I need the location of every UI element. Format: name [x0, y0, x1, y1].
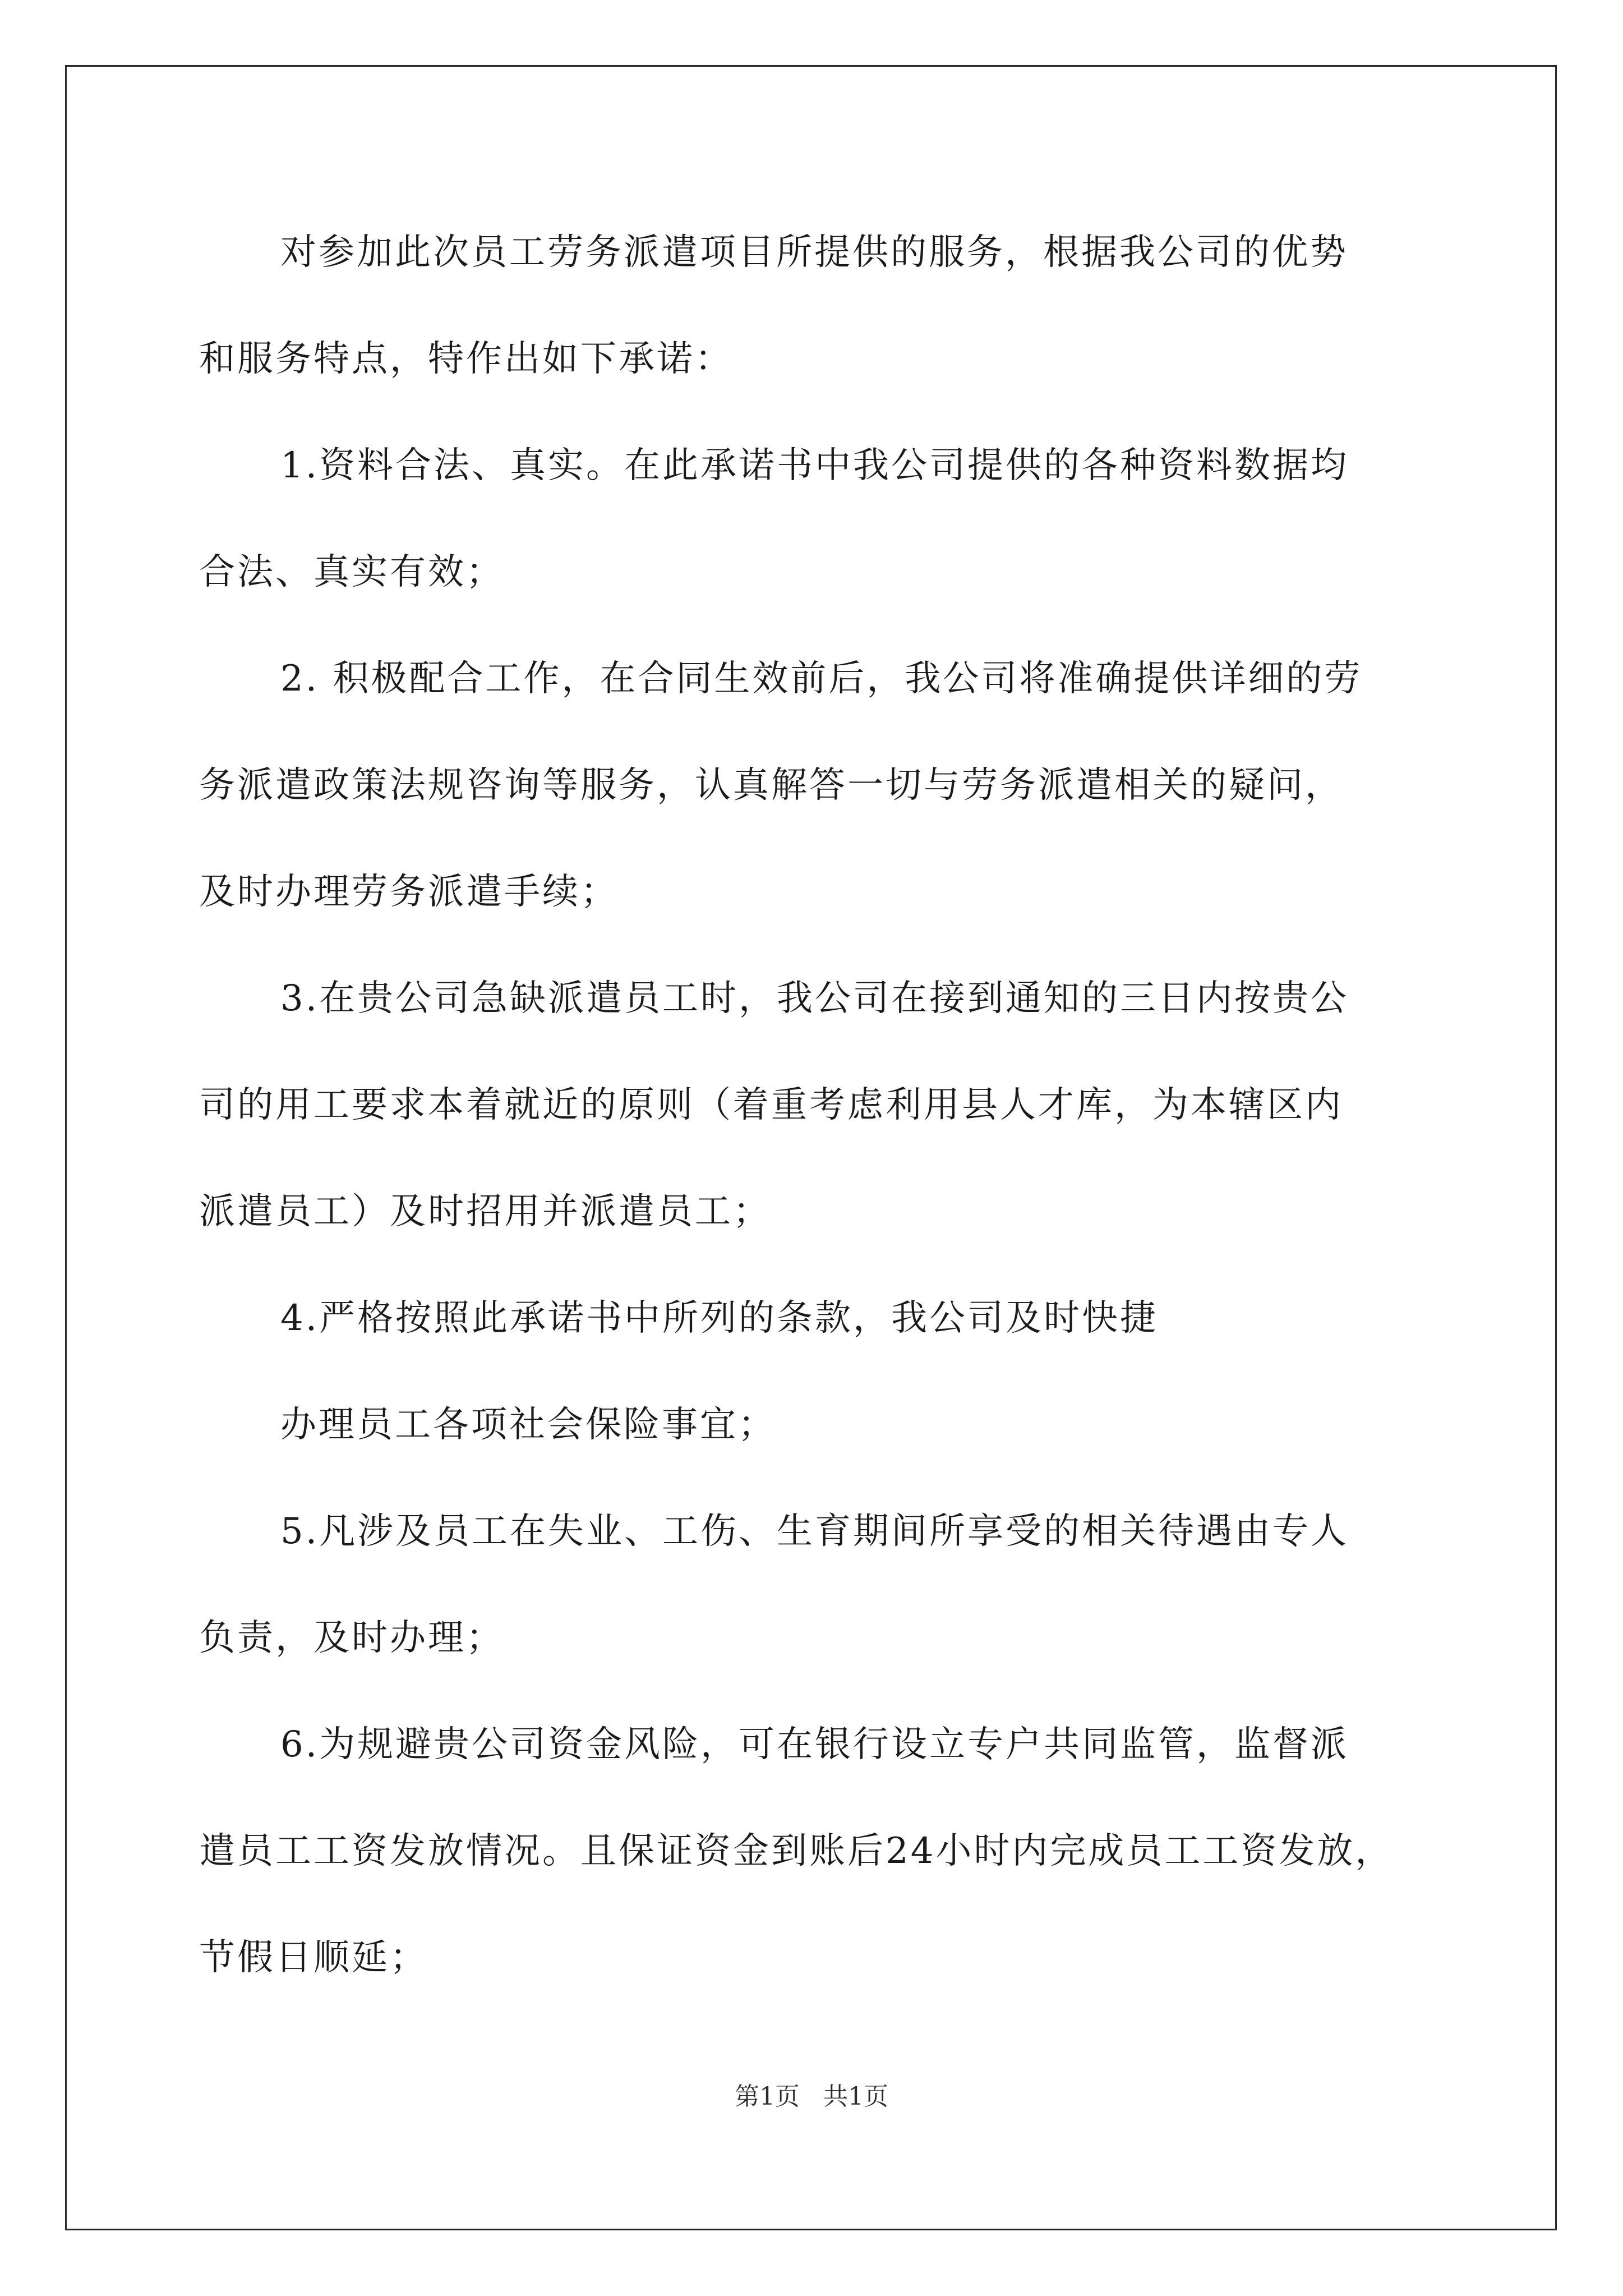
page-number: 第1页 共1页: [735, 2082, 888, 2111]
text-line: 派遣员工）及时招用并派遣员工；: [199, 1191, 771, 1232]
text-line: 负责，及时办理；: [199, 1617, 504, 1659]
page-footer: [0, 2081, 1623, 2113]
page-border: [65, 65, 1557, 2230]
text-line: 节假日顺延；: [199, 1937, 428, 1978]
text-line: 4.严格按照此承诺书中所列的条款，我公司及时快捷: [280, 1297, 1159, 1339]
text-line: 合法、真实有效；: [199, 551, 504, 593]
text-line: 3.在贵公司急缺派遣员工时，我公司在接到通知的三日内按贵公: [280, 978, 1349, 1019]
text-line: 和服务特点，特作出如下承诺：: [199, 338, 733, 380]
text-line: 2. 积极配合工作，在合同生效前后，我公司将准确提供详细的劳: [280, 658, 1363, 700]
text-line: 遣员工工资发放情况。且保证资金到账后24小时内完成员工工资发放，: [199, 1830, 1394, 1872]
text-line: 司的用工要求本着就近的原则（着重考虑利用县人才库，为本辖区内: [199, 1084, 1343, 1126]
text-line: 及时办理劳务派遣手续；: [199, 871, 619, 913]
text-line: 1.资料合法、真实。在此承诺书中我公司提供的各种资料数据均: [280, 445, 1349, 486]
text-line: 6.为规避贵公司资金风险，可在银行设立专户共同监管，监督派: [280, 1724, 1349, 1765]
text-line: 办理员工各项社会保险事宜；: [280, 1404, 776, 1446]
text-line: 对参加此次员工劳务派遣项目所提供的服务，根据我公司的优势: [280, 232, 1348, 273]
text-line: 务派遣政策法规咨询等服务，认真解答一切与劳务派遣相关的疑问，: [199, 765, 1343, 806]
text-line: 5.凡涉及员工在失业、工伤、生育期间所享受的相关待遇由专人: [280, 1511, 1349, 1552]
